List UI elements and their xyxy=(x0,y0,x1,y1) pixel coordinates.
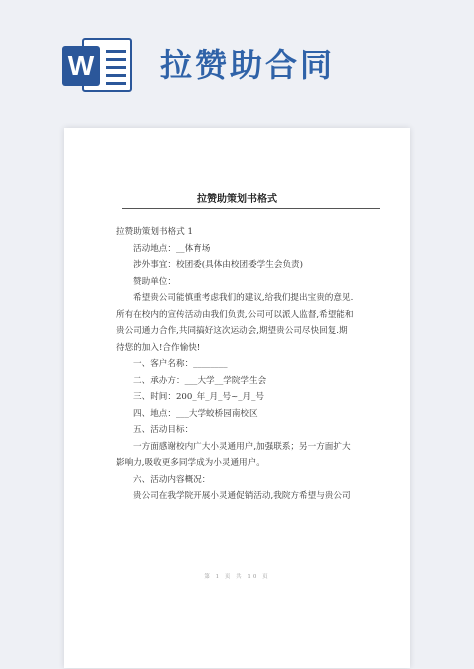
text-line: 贵公司在我学院开展小灵通促销活动,我院方希望与贵公司 xyxy=(133,491,351,501)
document-title: 拉赞助策划书格式 xyxy=(197,194,277,205)
text-line: 六、活动内容概况： xyxy=(133,474,211,485)
page-number: 第 1 页 共 10 页 xyxy=(204,574,270,580)
document-page xyxy=(64,128,410,668)
text-line: 希望贵公司能慎重考虑我们的建议,给我们提出宝贵的意见. xyxy=(133,293,354,303)
text-line: 拉赞助策划书格式 1 xyxy=(116,227,193,237)
text-line: 影响力,吸收更多同学成为小灵通用户。 xyxy=(116,458,265,468)
header-banner xyxy=(0,0,474,120)
title-divider xyxy=(122,208,380,209)
text-line: 二、承办方：___大学__学院学生会 xyxy=(133,375,267,386)
text-line: 三、时间：200_年_月_号~_月_号 xyxy=(133,392,265,402)
text-line: 贵公司通力合作,共同搞好这次运动会,期望贵公司尽快回复.期 xyxy=(116,326,348,336)
text-line: 四、地点：___大学蛟桥园南校区 xyxy=(133,408,258,419)
text-line: 一方面感谢校内广大小灵通用户,加强联系；另一方面扩大 xyxy=(133,441,351,452)
text-line: 活动地点：__体育场 xyxy=(133,243,211,254)
text-line: 待您的加入!合作愉快! xyxy=(116,342,201,353)
text-line: 五、活动目标： xyxy=(133,425,194,435)
text-line: 涉外事宜：校团委(具体由校团委学生会负责) xyxy=(133,260,303,270)
document-body xyxy=(116,224,384,505)
text-line: 赞助单位： xyxy=(133,276,176,287)
text-line: 所有在校内的宣传活动由我们负责,公司可以派人监督,希望能和 xyxy=(116,309,354,320)
text-line: 一、客户名称：________ xyxy=(133,359,228,369)
word-document-icon xyxy=(62,34,134,96)
banner-title: 拉赞助合同 xyxy=(160,46,336,84)
word-icon-letter: W xyxy=(62,46,100,86)
